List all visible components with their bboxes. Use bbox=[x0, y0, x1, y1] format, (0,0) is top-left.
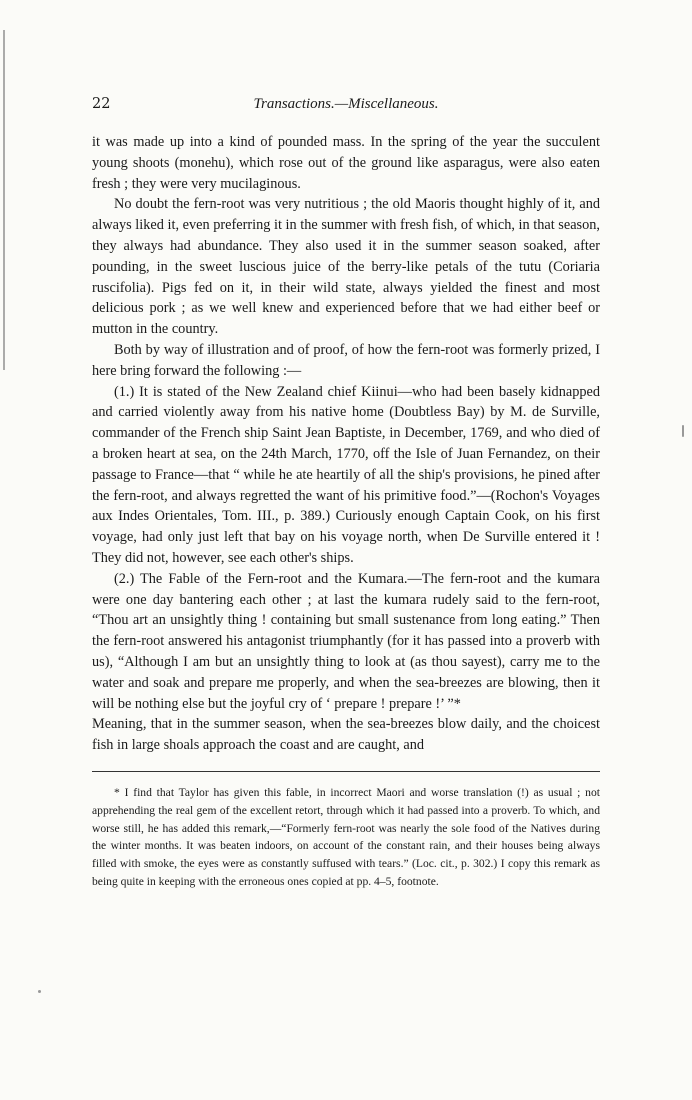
paragraph-illustration-intro: Both by way of illustration and of proof, of how the fern-root was formerly prized, I here bring forward the following :— bbox=[92, 341, 600, 379]
running-title: Transactions.—Miscellaneous. bbox=[253, 96, 439, 112]
book-page bbox=[92, 96, 600, 891]
paragraph-kiinui-account: (1.) It is stated of the New Zealand chief Kiinui—who had been basely kidnapped and carried violently away from his native home (Doubtless Bay) by M. de Surville, commander of the French ship Saint Jean Baptiste, in December, 1769, and who died of a broken heart at sea, on the 24th March, 1770, off the Isle of Juan Fernandez, on their passage to France—that “ while he ate heartily of all the ship's provisions, he pined after the fern-root, and always regretted the want of his primitive food.”—(Rochon's Voyages aux Indes Orientales, Tom. III., p. 389.) Curiously enough Captain Cook, on his first voyage, had only just left that bay on his voyage north, when De Surville entered it ! They did not, however, see each other's ships. bbox=[92, 383, 600, 566]
running-header bbox=[92, 96, 600, 118]
page-number: 22 bbox=[92, 96, 111, 112]
paragraph-continued: it was made up into a kind of pounded mass. In the spring of the year the succulent young shoots (monehu), which rose out of the ground like asparagus, were also eaten fresh ; they were very mucilaginous. bbox=[92, 134, 600, 192]
paragraph-fable-fern-kumara: (2.) The Fable of the Fern-root and the Kumara.—The fern-root and the kumara were one day bantering each other ; at last the kumara rudely said to the fern-root, “Thou art an unsightly thing ! containing but small sustenance from long eating.” Then the fern-root answered his antagonist triumphantly (for it has passed into a proverb with us), “Although I am but an unsightly thing to look at (as thou sayest), carry me to the water and soak and prepare me properly, and when the sea-breezes are blowing, then it will be nothing else but the joyful cry of ‘ prepare ! prepare !’ ”* bbox=[92, 570, 600, 712]
footnote-text: * I find that Taylor has given this fable, in incorrect Maori and worse translation (!) as usual ; not apprehending the real gem of the excellent retort, through which it had passed into a proverb. To which, and worse still, he has added this remark,—“Formerly fern-root was nearly the sole food of the Natives during the winter months. It was beaten indoors, on account of the constant rain, and their houses being always filled with smoke, the eyes were as constantly suffused with tears.” (Loc. cit., p. 302.) I copy this remark as being quite in keeping with the erroneous ones copied at pp. 4–5, footnote. bbox=[92, 785, 600, 888]
footnote bbox=[92, 784, 600, 891]
paragraph-fern-root-nutrition: No doubt the fern-root was very nutritious ; the old Maoris thought highly of it, and always liked it, even preferring it in the summer with fresh fish, of which, in that season, they always had abundance. They also used it in the summer season soaked, after pounding, in the sweet luscious juice of the berry-like petals of the tutu (Coriaria ruscifolia). Pigs fed on it, in their wild state, always yielded the finest and most delicious pork ; as we well knew and experienced before that we had either beef or mutton in the country. bbox=[92, 196, 600, 338]
footnote-divider bbox=[92, 771, 600, 772]
print-speck bbox=[38, 990, 41, 993]
paragraph-meaning: Meaning, that in the summer season, when the sea-breezes blow daily, and the choicest fish in large shoals approach the coast and are caught, and bbox=[92, 716, 600, 754]
page-edge-shadow bbox=[3, 30, 5, 370]
print-speck bbox=[682, 425, 684, 437]
body-text bbox=[92, 132, 600, 756]
